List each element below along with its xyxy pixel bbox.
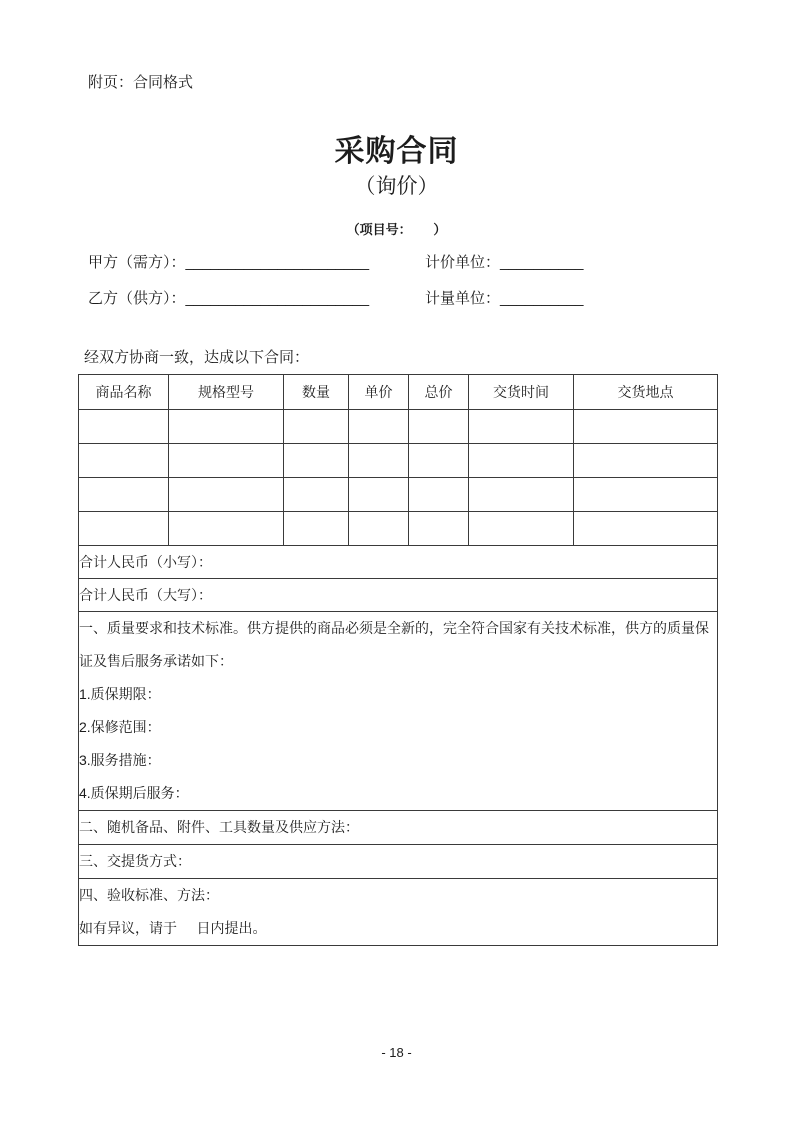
section-acceptance [79,879,718,946]
objection-deadline-line: 如有异议，请于 日内提出。 [79,920,267,936]
empty-cell [349,478,409,512]
section-accessories: 二、随机备品、附件、工具数量及供应方法： [79,811,718,845]
empty-cell [469,410,574,444]
empty-cell [284,478,349,512]
measure-unit-label: 计量单位： [425,290,501,307]
section-quality [79,612,718,811]
attachment-label: 附页：合同格式 [88,74,194,91]
empty-cell [169,478,284,512]
empty-cell [169,512,284,546]
quality-item-service-measures: 3.服务措施： [79,752,161,768]
empty-row [79,512,718,546]
empty-row [79,478,718,512]
header-delivery-place: 交货地点 [574,375,718,410]
header-unit-price: 单价 [349,375,409,410]
header-total-price: 总价 [409,375,469,410]
empty-row [79,410,718,444]
project-number-line: （项目号： ） [346,222,447,237]
empty-cell [409,512,469,546]
empty-cell [79,512,169,546]
empty-cell [284,410,349,444]
empty-cell [169,444,284,478]
empty-cell [409,444,469,478]
party-a-blank: ______________________ [185,254,370,271]
header-delivery-time: 交货时间 [469,375,574,410]
empty-cell [574,444,718,478]
quality-item-post-warranty: 4.质保期后服务： [79,785,189,801]
header-spec-model: 规格型号 [169,375,284,410]
section-delivery-method: 三、交提货方式： [79,845,718,879]
page-number: - 18 - [381,1045,412,1060]
empty-cell [79,410,169,444]
party-b-left [88,287,425,311]
empty-cell [349,410,409,444]
header-quantity: 数量 [284,375,349,410]
table-header-row [79,375,718,410]
section-acceptance-row [79,879,718,946]
party-a-label: 甲方（需方）： [88,254,186,271]
contract-table [78,374,718,946]
contract-title: 采购合同 [334,135,459,168]
quality-item-warranty-period: 1.质保期限： [79,686,161,702]
empty-cell [574,410,718,444]
quality-item-repair-scope: 2.保修范围： [79,719,161,735]
total-capital-row [79,579,718,612]
empty-row [79,444,718,478]
party-b-line [88,287,793,311]
price-unit-label: 计价单位： [425,254,501,271]
empty-cell [469,444,574,478]
total-rmb-small-label: 合计人民币（小写）： [79,546,718,579]
contract-subtitle: （询价） [354,175,439,198]
empty-cell [409,478,469,512]
empty-cell [574,478,718,512]
party-a-left [88,251,425,275]
party-b-label: 乙方（供方）： [88,290,186,307]
quality-intro: 一、质量要求和技术标准。供方提供的商品必须是全新的，完全符合国家有关技术标准，供方的质量保证及售后服务承诺如下： [79,620,709,669]
empty-cell [349,512,409,546]
empty-cell [469,478,574,512]
empty-cell [574,512,718,546]
empty-cell [349,444,409,478]
empty-cell [79,478,169,512]
acceptance-standard-line: 四、验收标准、方法： [79,887,219,903]
price-unit-blank: __________ [500,254,584,271]
party-b-blank: ______________________ [185,290,370,307]
empty-cell [79,444,169,478]
section-quality-row [79,612,718,811]
empty-cell [284,512,349,546]
empty-cell [469,512,574,546]
party-a-line [88,251,793,275]
intro-line: 经双方协商一致，达成以下合同： [84,349,310,366]
section-accessories-row [79,811,718,845]
measure-unit-blank: __________ [500,290,584,307]
total-small-row [79,546,718,579]
empty-cell [169,410,284,444]
header-product-name: 商品名称 [79,375,169,410]
section-delivery-row [79,845,718,879]
empty-cell [409,410,469,444]
total-rmb-capital-label: 合计人民币（大写）： [79,579,718,612]
empty-cell [284,444,349,478]
